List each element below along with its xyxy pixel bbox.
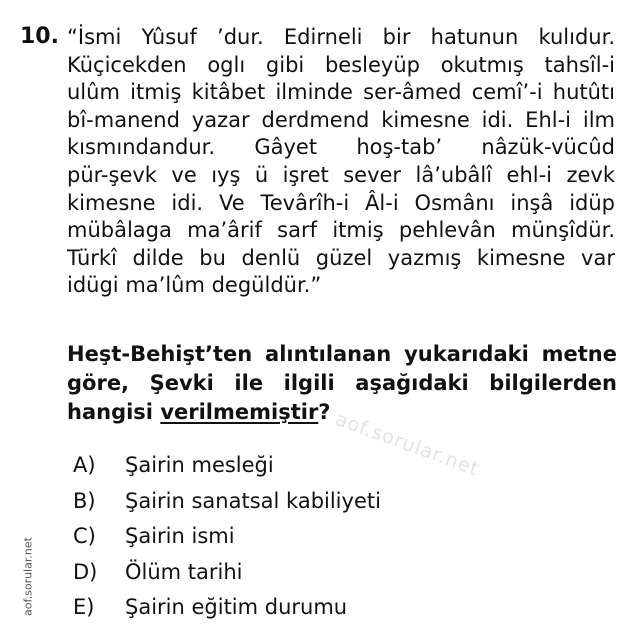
option-letter: C) [73,524,96,548]
passage-line: mübâlaga ma’ârif sarf itmiş pehlevân münşîdür. [67,218,615,243]
passage-line: idügi ma’lûm degüldür.” [67,273,322,298]
passage-line: “İsmi Yûsuf ’dur. Edirneli bir hatunun kulıdur. [67,25,615,49]
passage-line: Küçicekden oglı gibi besleyüp okutmış tahsîl-i [67,52,615,77]
passage-line: pür-şevk ve ıyş ü işret sever lâ’ubâlî ehl-i zevk [67,162,615,187]
option-text: Şairin mesleği [125,453,274,477]
option-b[interactable] [73,484,473,520]
passage-line: kısmındandur. Gâyet hoş-tab’ nâzük-vücûd [67,135,615,160]
question-number: 10. [20,24,59,49]
passage [67,24,615,300]
prompt-prefix: hangisi [67,400,161,424]
prompt-suffix: ? [318,400,331,424]
passage-line: ulûm itmiş kitâbet ilminde ser-âmed cemî’-i hutûtı [67,80,615,105]
passage-line: bî-manend yazar derdmend kimesne idi. Ehl-i ilm [67,107,615,132]
option-letter: D) [73,559,98,584]
option-letter: E) [73,595,95,619]
option-d[interactable] [73,555,473,591]
option-e[interactable] [73,590,473,626]
diagonal-watermark: aof.sorular.net [332,408,483,481]
option-letter: A) [73,453,96,477]
prompt-line: Heşt-Behişt’ten alıntılanan yukarıdaki metne [67,342,617,366]
option-text: Şairin sanatsal kabiliyeti [125,488,381,513]
answer-options [73,448,473,626]
option-text: Şairin eğitim durumu [125,595,348,619]
option-text: Ölüm tarihi [125,559,243,584]
passage-line: kimesne idi. Ve Tevârîh-i Âl-i Osmânı inşâ idüp [67,190,615,215]
passage-line: Türkî dilde bu denlü güzel yazmış kimesne var [67,245,615,270]
option-c[interactable] [73,519,473,555]
option-text: Şairin ismi [125,524,235,548]
side-watermark: aof.sorular.net [21,537,35,616]
option-letter: B) [73,488,96,513]
prompt-emphasis: verilmemiştir [160,400,319,424]
prompt-line: göre, Şevki ile ilgili aşağıdaki bilgilerden [67,371,617,395]
